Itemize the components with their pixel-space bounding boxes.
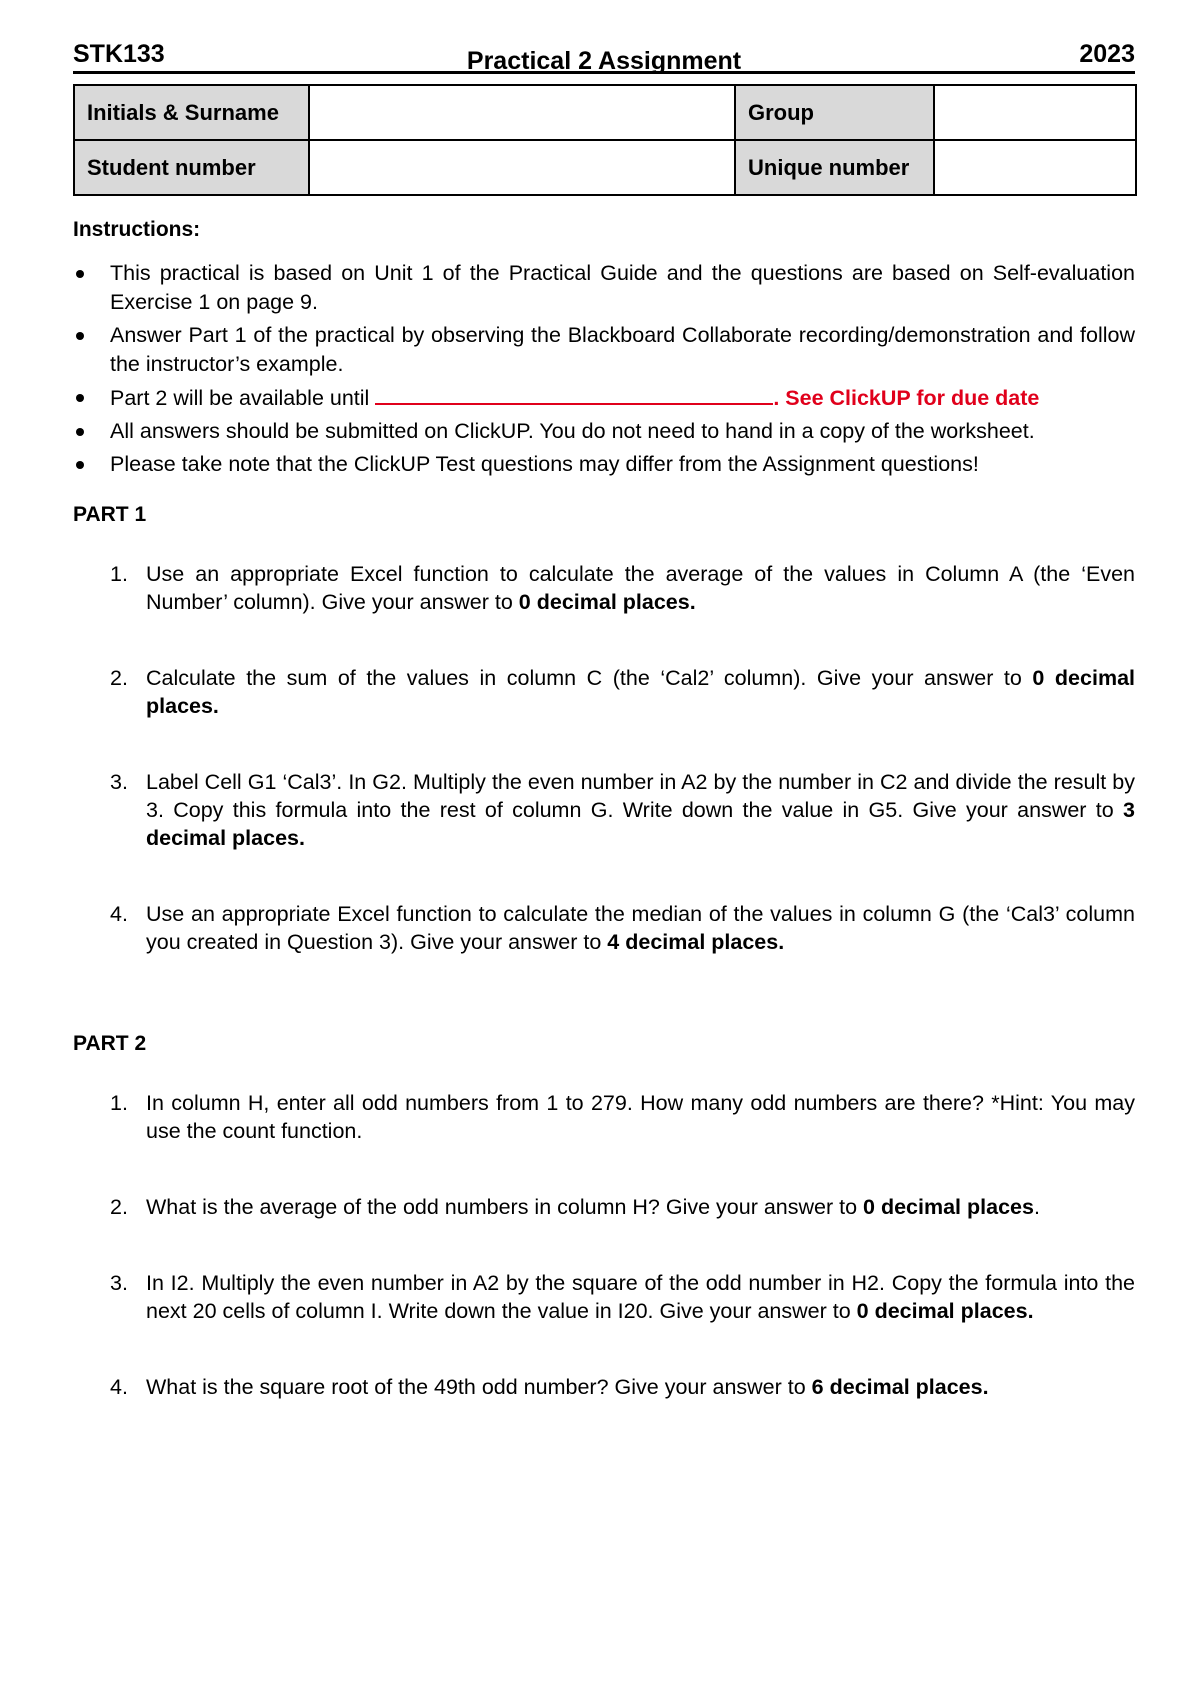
instruction-text: Answer Part 1 of the practical by observing the Blackboard Collaborate recording/demonstration and follow the instructor’s example. bbox=[110, 323, 1135, 376]
question-number: 2. bbox=[110, 1195, 128, 1219]
table-row bbox=[74, 85, 1136, 140]
instructions-list bbox=[73, 259, 1135, 479]
question-emphasis: 0 decimal places. bbox=[856, 1299, 1034, 1323]
list-item bbox=[73, 417, 1135, 446]
unique-number-label: Unique number bbox=[735, 140, 934, 195]
question-text: What is the average of the odd numbers in column H? Give your answer to bbox=[146, 1195, 864, 1219]
student-info-table bbox=[73, 84, 1137, 196]
bullet-icon bbox=[76, 270, 84, 278]
question-number: 1. bbox=[110, 1091, 128, 1115]
document-page bbox=[73, 40, 1135, 1401]
bullet-icon bbox=[76, 394, 84, 402]
question-emphasis: 0 decimal places. bbox=[518, 590, 696, 614]
due-date-note: . See ClickUP for due date bbox=[773, 386, 1040, 410]
instructions-title: Instructions: bbox=[73, 218, 201, 241]
bullet-icon bbox=[76, 332, 84, 340]
question-emphasis: 0 decimal places bbox=[863, 1195, 1034, 1219]
list-item bbox=[73, 1089, 1135, 1145]
instruction-text: Please take note that the ClickUP Test questions may differ from the Assignment questions! bbox=[110, 452, 979, 476]
instruction-text: All answers should be submitted on ClickUP. You do not need to hand in a copy of the worksheet. bbox=[110, 419, 1035, 443]
student-number-field[interactable] bbox=[309, 140, 735, 195]
question-text: In I2. Multiply the even number in A2 by the square of the odd number in H2. Copy the formula into the next 20 cells of column I. Write down the value in I20. Give your answer to bbox=[146, 1271, 1135, 1323]
question-text: Use an appropriate Excel function to calculate the median of the values in column G (the ‘Cal3’ column you created in Question 3). Give your answer to bbox=[146, 902, 1135, 954]
question-emphasis: 4 decimal places. bbox=[607, 930, 785, 954]
bullet-icon bbox=[76, 428, 84, 436]
question-emphasis: 6 decimal places. bbox=[811, 1375, 989, 1399]
part2-title: PART 2 bbox=[73, 1032, 147, 1055]
question-emphasis: 3 decimal places. bbox=[146, 798, 1135, 850]
table-row bbox=[74, 140, 1136, 195]
question-number: 4. bbox=[110, 902, 128, 926]
list-item bbox=[73, 900, 1135, 956]
group-label: Group bbox=[735, 85, 934, 140]
list-item bbox=[73, 259, 1135, 317]
initials-surname-label: Initials & Surname bbox=[74, 85, 309, 140]
document-header bbox=[73, 40, 1135, 74]
instruction-text: Part 2 will be available until bbox=[110, 386, 370, 410]
document-year: 2023 bbox=[1079, 40, 1135, 68]
question-number: 2. bbox=[110, 666, 128, 690]
question-tail: . bbox=[1033, 1195, 1040, 1219]
initials-surname-field[interactable] bbox=[309, 85, 735, 140]
question-number: 1. bbox=[110, 562, 128, 586]
list-item bbox=[73, 1193, 1135, 1221]
list-item bbox=[73, 1269, 1135, 1325]
question-number: 4. bbox=[110, 1375, 128, 1399]
list-item bbox=[73, 560, 1135, 616]
bullet-icon bbox=[76, 461, 84, 469]
document-title: Practical 2 Assignment bbox=[466, 47, 742, 75]
question-emphasis: 0 decimal places. bbox=[146, 666, 1135, 718]
question-text: Use an appropriate Excel function to calculate the average of the values in Column A (the ‘Even Number’ column). Give your answer to bbox=[146, 562, 1135, 614]
unique-number-field[interactable] bbox=[934, 140, 1136, 195]
question-text: What is the square root of the 49th odd number? Give your answer to bbox=[146, 1375, 812, 1399]
part2-questions bbox=[73, 1089, 1135, 1401]
student-number-label: Student number bbox=[74, 140, 309, 195]
list-item bbox=[73, 450, 1135, 479]
list-item bbox=[73, 1373, 1135, 1401]
list-item bbox=[73, 321, 1135, 379]
question-text: Label Cell G1 ‘Cal3’. In G2. Multiply the even number in A2 by the number in C2 and divide the result by 3. Copy this formula into the rest of column G. Write down the value in G5. Give your answer to bbox=[146, 770, 1135, 822]
group-field[interactable] bbox=[934, 85, 1136, 140]
part1-questions bbox=[73, 560, 1135, 956]
question-text: Calculate the sum of the values in column C (the ‘Cal2’ column). Give your answer to bbox=[146, 666, 1033, 690]
due-date-blank bbox=[375, 383, 773, 405]
list-item bbox=[73, 383, 1135, 413]
instruction-text: This practical is based on Unit 1 of the Practical Guide and the questions are based on Self-evaluation Exercise 1 on page 9. bbox=[110, 261, 1135, 314]
list-item bbox=[73, 664, 1135, 720]
question-number: 3. bbox=[110, 1271, 128, 1295]
part1-title: PART 1 bbox=[73, 503, 147, 526]
question-number: 3. bbox=[110, 770, 128, 794]
list-item bbox=[73, 768, 1135, 852]
question-text: In column H, enter all odd numbers from 1 to 279. How many odd numbers are there? *Hint: You may use the count function. bbox=[146, 1091, 1135, 1143]
course-code: STK133 bbox=[73, 40, 165, 68]
